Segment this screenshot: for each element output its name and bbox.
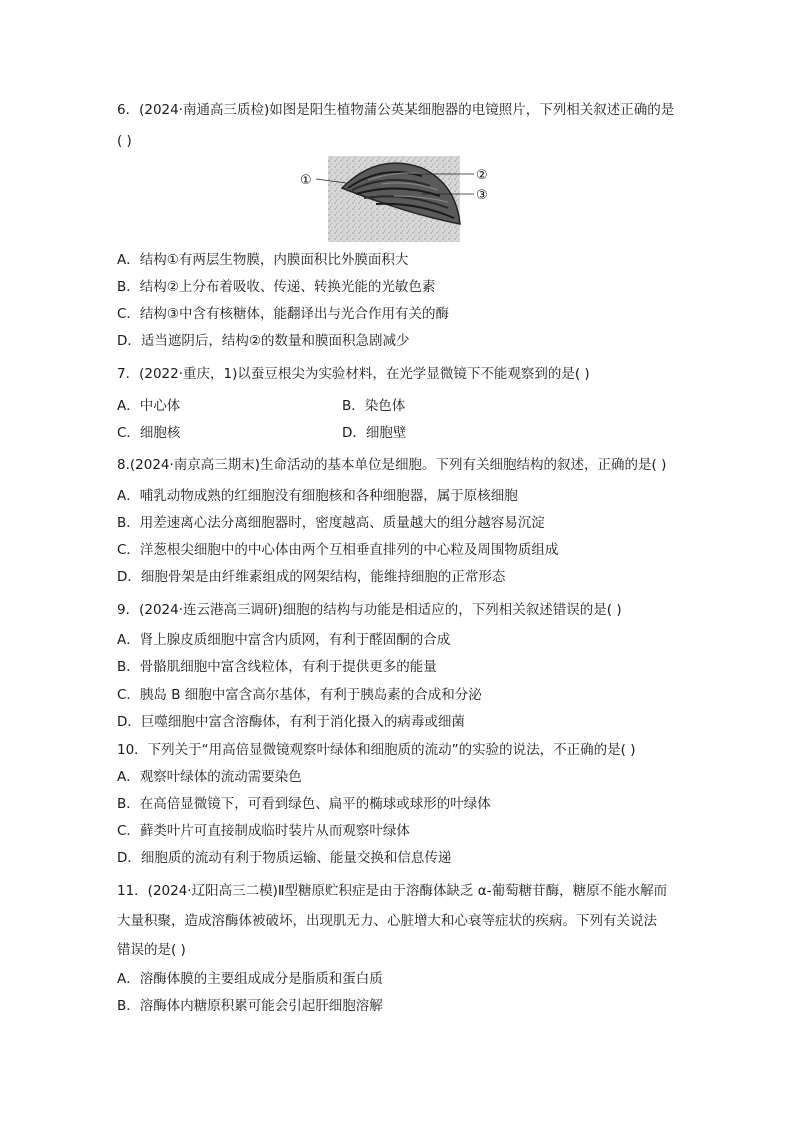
q11-stem-line1: 11．(2024·辽阳高三二模)Ⅱ型糖原贮积症是由于溶酶体缺乏 α-葡萄糖苷酶，糖原不能水解而 <box>117 883 668 899</box>
q8-stem: 8.(2024·南京高三期末)生命活动的基本单位是细胞。下列有关细胞结构的叙述，正确的是( ) <box>117 457 667 473</box>
q6-option-b: B．结构②上分布着吸收、传递、转换光能的光敏色素 <box>117 279 436 295</box>
q11-stem-line3: 错误的是( ) <box>117 942 186 958</box>
q7-option-a: A．中心体 <box>117 398 181 414</box>
q10-option-a: A．观察叶绿体的流动需要染色 <box>117 769 302 785</box>
figure-label-2: ② <box>476 168 488 183</box>
q8-option-b: B．用差速离心法分离细胞器时，密度越高、质量越大的组分越容易沉淀 <box>117 515 545 531</box>
q10-stem: 10．下列关于“用高倍显微镜观察叶绿体和细胞质的流动”的实验的说法，不正确的是( ) <box>117 742 636 758</box>
q11-stem-line2: 大量积聚，造成溶酶体被破坏，出现肌无力、心脏增大和心衰等症状的疾病。下列有关说法 <box>117 913 657 929</box>
q7-option-c: C．细胞核 <box>117 425 181 441</box>
q10-option-d: D．细胞质的流动有利于物质运输、能量交换和信息传递 <box>117 850 452 866</box>
q9-option-c: C．胰岛 B 细胞中富含高尔基体，有利于胰岛素的合成和分泌 <box>117 687 482 703</box>
q9-option-d: D．巨噬细胞中富含溶酶体，有利于消化摄入的病毒或细菌 <box>117 714 465 730</box>
q6-option-c: C．结构③中含有核糖体，能翻译出与光合作用有关的酶 <box>117 306 450 322</box>
q8-option-d: D．细胞骨架是由纤维素组成的网架结构，能维持细胞的正常形态 <box>117 569 506 585</box>
chloroplast-micrograph <box>298 154 498 244</box>
q9-stem: 9．(2024·连云港高三调研)细胞的结构与功能是相适应的，下列相关叙述错误的是( ) <box>117 602 622 618</box>
figure-label-1: ① <box>300 173 312 188</box>
q8-option-a: A．哺乳动物成熟的红细胞没有细胞核和各种细胞器，属于原核细胞 <box>117 488 518 504</box>
q10-option-c: C．藓类叶片可直接制成临时装片从而观察叶绿体 <box>117 823 410 839</box>
q6-option-d: D．适当遮阴后，结构②的数量和膜面积急剧减少 <box>117 333 410 349</box>
q10-option-b: B．在高倍显微镜下，可看到绿色、扁平的椭球或球形的叶绿体 <box>117 796 491 812</box>
q7-option-b: B．染色体 <box>342 398 406 414</box>
q6-option-a: A．结构①有两层生物膜，内膜面积比外膜面积大 <box>117 252 409 268</box>
q7-stem: 7．(2022·重庆，1)以蚕豆根尖为实验材料，在光学显微镜下不能观察到的是( ) <box>117 366 590 382</box>
q9-option-a: A．肾上腺皮质细胞中富含内质网，有利于醛固酮的合成 <box>117 632 451 648</box>
figure-label-3: ③ <box>476 188 488 203</box>
q8-option-c: C．洋葱根尖细胞中的中心体由两个互相垂直排列的中心粒及周围物质组成 <box>117 542 559 558</box>
q6-stem-line2: ( ) <box>117 133 132 149</box>
q9-option-b: B．骨骼肌细胞中富含线粒体，有利于提供更多的能量 <box>117 659 437 675</box>
q11-option-b: B．溶酶体内糖原积累可能会引起肝细胞溶解 <box>117 998 383 1014</box>
q6-stem-line1: 6．(2024·南通高三质检)如图是阳生植物蒲公英某细胞器的电镜照片，下列相关叙述正确的是 <box>117 102 675 118</box>
q7-option-d: D．细胞壁 <box>342 425 407 441</box>
q11-option-a: A．溶酶体膜的主要组成成分是脂质和蛋白质 <box>117 971 383 987</box>
